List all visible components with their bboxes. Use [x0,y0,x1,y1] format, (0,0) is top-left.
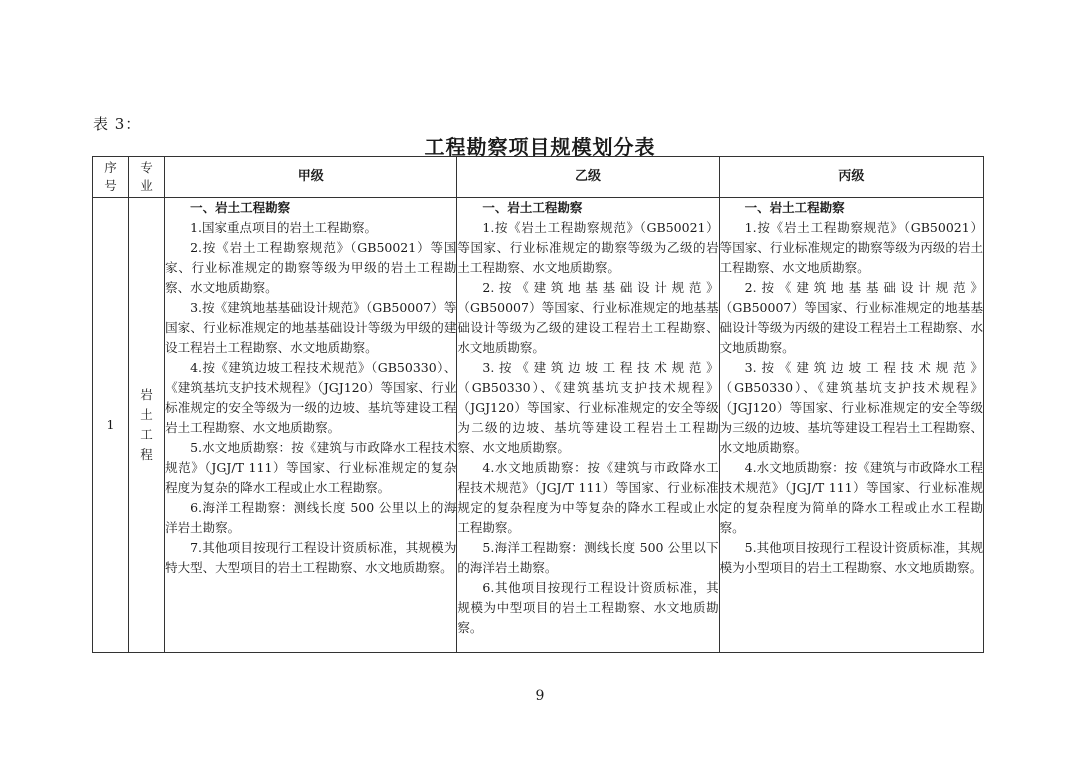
header-index-text: 序 号 [104,160,117,193]
grade-b-item: 3.按《建筑边坡工程技术规范》（GB50330）、《建筑基坑支护技术规程》（JGJ120）等国家、行业标准规定的安全等级为二级的边坡、基坑等建设工程岩土工程勘察、水文地质勘察。 [457,360,719,455]
grade-c-section-heading: 一、岩土工程勘察 [744,200,845,215]
grade-a-item: 6.海洋工程勘察：测线长度 500 公里以上的海洋岩土勘察。 [165,500,457,535]
grade-a-item: 3.按《建筑地基基础设计规范》（GB50007）等国家、行业标准规定的地基基础设计等级为甲级的建设工程岩土工程勘察、水文地质勘察。 [165,300,457,355]
grade-b-item: 4.水文地质勘察：按《建筑与市政降水工程技术规范》（JGJ/T 111）等国家、行业标准规定的复杂程度为中等复杂的降水工程或止水工程勘察。 [457,460,719,535]
table-row [93,198,984,653]
grade-a-item: 1.国家重点项目的岩土工程勘察。 [190,220,377,235]
grade-a-section-heading: 一、岩土工程勘察 [190,200,291,215]
grade-c-item: 2.按《建筑地基基础设计规范》（GB50007）等国家、行业标准规定的地基基础设计等级为丙级的建设工程岩土工程勘察、水文地质勘察。 [719,280,983,355]
header-grade-b: 乙级 [457,157,719,198]
grade-a-item: 5.水文地质勘察：按《建筑与市政降水工程技术规范》（JGJ/T 111）等国家、行业标准规定的复杂程度为复杂的降水工程或止水工程勘察。 [165,440,457,495]
page-title: 工程勘察项目规模划分表 [424,135,656,159]
grade-b-item: 2.按《建筑地基基础设计规范》（GB50007）等国家、行业标准规定的地基基础设计等级为乙级的建设工程岩土工程勘察、水文地质勘察。 [457,280,719,355]
row-index: 1 [93,198,129,653]
header-specialty [129,157,165,198]
table-header-row [93,157,984,198]
table-label: 表 3： [93,115,142,133]
grade-a-item: 7.其他项目按现行工程设计资质标准，其规模为特大型、大型项目的岩土工程勘察、水文地质勘察。 [165,540,457,575]
grade-a-item: 2.按《岩土工程勘察规范》（GB50021）等国家、行业标准规定的勘察等级为甲级的岩土工程勘察、水文地质勘察。 [165,240,457,295]
grade-a-cell [165,198,457,653]
grade-c-item: 3.按《建筑边坡工程技术规范》（GB50330）、《建筑基坑支护技术规程》（JGJ120）等国家、行业标准规定的安全等级为三级的边坡、基坑等建设工程岩土工程勘察、水文地质勘察。 [719,360,983,455]
header-index [93,157,129,198]
project-scale-table [92,156,984,653]
header-grade-a: 甲级 [165,157,457,198]
grade-b-item: 5.海洋工程勘察：测线长度 500 公里以下的海洋岩土勘察。 [457,540,719,575]
header-specialty-text: 专 业 [140,160,153,193]
grade-a-item: 4.按《建筑边坡工程技术规范》（GB50330）、《建筑基坑支护技术规程》（JGJ120）等国家、行业标准规定的安全等级为一级的边坡、基坑等建设工程岩土工程勘察、水文地质勘察。 [165,360,457,435]
grade-b-items [457,218,718,638]
page-number: 9 [535,688,545,704]
grade-c-items [720,218,983,578]
grade-b-item: 1.按《岩土工程勘察规范》（GB50021）等国家、行业标准规定的勘察等级为乙级的岩土工程勘察、水文地质勘察。 [457,220,719,275]
row-specialty [129,198,165,653]
grade-b-item: 6.其他项目按现行工程设计资质标准，其规模为中型项目的岩土工程勘察、水文地质勘察。 [457,580,719,635]
grade-c-cell [719,198,983,653]
grade-a-items [165,218,456,578]
grade-b-section-heading: 一、岩土工程勘察 [482,200,583,215]
grade-c-item: 4.水文地质勘察：按《建筑与市政降水工程技术规范》（JGJ/T 111）等国家、行业标准规定的复杂程度为简单的降水工程或止水工程勘察。 [719,460,983,535]
row-specialty-text: 岩 土 工 程 [140,387,153,462]
grade-c-item: 1.按《岩土工程勘察规范》（GB50021）等国家、行业标准规定的勘察等级为丙级的岩土工程勘察、水文地质勘察。 [719,220,983,275]
grade-c-item: 5.其他项目按现行工程设计资质标准，其规模为小型项目的岩土工程勘察、水文地质勘察。 [719,540,983,575]
grade-b-cell [457,198,719,653]
header-grade-c: 丙级 [719,157,983,198]
